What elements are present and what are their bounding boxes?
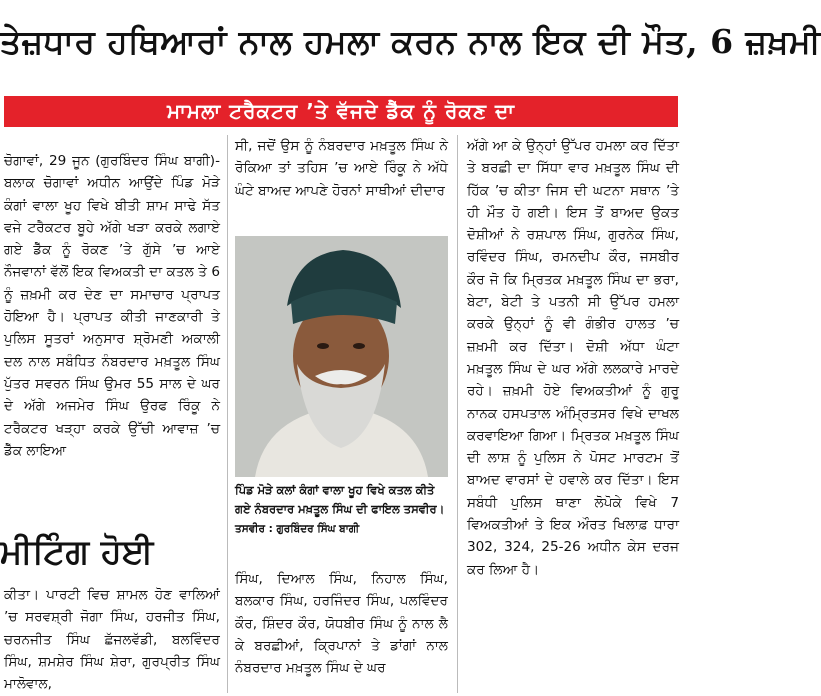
other-story-column <box>4 584 220 695</box>
article-text: ਸੀ, ਜਦੋਂ ਉਸ ਨੂੰ ਨੰਬਰਦਾਰ ਮਖ਼ਤੂਲ ਸਿੰਘ ਨੇ ਰੋਕਿਆ ਤਾਂ ਤਹਿਸ ’ਚ ਆਏ ਰਿੰਕੂ ਨੇ ਅੱਧੇ ਘੰਟੇ ਬਾਅਦ ਆਪਣੇ ਹੋਰਨਾਂ ਸਾਥੀਆਂ ਦੀਦਾਰ <box>235 138 448 199</box>
article-text: ਚੋਗਾਵਾਂ, 29 ਜੂਨ (ਗੁਰਬਿੰਦਰ ਸਿੰਘ ਬਾਗੀ)-ਬਲਾਕ ਚੋਗਾਵਾਂ ਅਧੀਨ ਆਉਂਦੇ ਪਿੰਡ ਮੋੜੇ ਕੰਗਾਂ ਵਾਲਾ ਖੂਹ ਵਿਖੇ ਬੀਤੀ ਸ਼ਾਮ ਸਾਢੇ ਸੱਤ ਵਜੇ ਟਰੈਕਟਰ ਬੂਹੇ ਅੱਗੇ ਖੜਾ ਕਰਕੇ ਲਗਾਏ ਗਏ ਡੈੱਕ ਨੂੰ ਰੋਕਣ ’ਤੇ ਗੁੱਸੇ ’ਚ ਆਏ ਨੌਜਵਾਨਾਂ ਵੱਲੋਂ ਇਕ ਵਿਅਕਤੀ ਦਾ ਕਤਲ ਤੇ 6 ਨੂੰ ਜ਼ਖ਼ਮੀ ਕਰ ਦੇਣ ਦਾ ਸਮਾਚਾਰ ਪ੍ਰਾਪਤ ਹੋਇਆ ਹੈ। ਪ੍ਰਾਪਤ ਕੀਤੀ ਜਾਣਕਾਰੀ ਤੇ ਪੁਲਿਸ ਸੂਤਰਾਂ ਅਨੁਸਾਰ ਸ਼੍ਰੋਮਣੀ ਅਕਾਲੀ ਦਲ ਨਾਲ ਸਬੰਧਿਤ ਨੰਬਰਦਾਰ ਮਖ਼ਤੂਲ ਸਿੰਘ ਪੁੱਤਰ ਸਵਰਨ ਸਿੰਘ ਉਮਰ 55 ਸਾਲ ਦੇ ਘਰ ਦੇ ਅੱਗੇ ਅਜਮੇਰ ਸਿੰਘ ਉਰਫ ਰਿੰਕੂ ਨੇ ਟਰੈਕਟਰ ਖੜ੍ਹਾ ਕਰਕੇ ਉੱਚੀ ਆਵਾਜ਼ ’ਚ ਡੈੱਕ ਲਾਇਆ <box>4 153 220 459</box>
headline: ਤੇਜ਼ਧਾਰ ਹਥਿਆਰਾਂ ਨਾਲ ਹਮਲਾ ਕਰਨ ਨਾਲ ਇਕ ਦੀ ਮੌਤ, 6 ਜ਼ਖ਼ਮੀ <box>0 22 821 61</box>
article-column-3 <box>467 135 679 581</box>
subheadline-banner: ਮਾਮਲਾ ਟਰੈਕਟਰ ’ਤੇ ਵੱਜਦੇ ਡੈੱਕ ਨੂੰ ਰੋਕਣ ਦਾ <box>4 96 678 127</box>
other-story-text: ਕੀਤਾ। ਪਾਰਟੀ ਵਿਚ ਸ਼ਾਮਲ ਹੋਣ ਵਾਲਿਆਂ ’ਚ ਸਰਵਸ਼੍ਰੀ ਜੋਗਾ ਸਿੰਘ, ਹਰਜੀਤ ਸਿੰਘ, ਚਰਨਜੀਤ ਸਿੰਘ ਛੱਜਲਵੱਡੀ, ਬਲਵਿੰਦਰ ਸਿੰਘ, ਸ਼ਮਸ਼ੇਰ ਸਿੰਘ ਸ਼ੇਰਾ, ਗੁਰਪ੍ਰੀਤ ਸਿੰਘ ਮਾਲੋਵਾਲ, <box>4 587 220 693</box>
photo-credit: ਤਸਵੀਰ : ਗੁਰਬਿੰਦਰ ਸਿੰਘ ਬਾਗੀ <box>235 523 360 535</box>
article-text: ਅੱਗੇ ਆ ਕੇ ਉਨ੍ਹਾਂ ਉੱਪਰ ਹਮਲਾ ਕਰ ਦਿੱਤਾ ਤੇ ਬਰਛੀ ਦਾ ਸਿੱਧਾ ਵਾਰ ਮਖ਼ਤੂਲ ਸਿੰਘ ਦੀ ਹਿੱਕ ’ਚ ਕੀਤਾ ਜਿਸ ਦੀ ਘਟਨਾ ਸਥਾਨ ’ਤੇ ਹੀ ਮੌਤ ਹੋ ਗਈ। ਇਸ ਤੋਂ ਬਾਅਦ ਉਕਤ ਦੋਸ਼ੀਆਂ ਨੇ ਰਸ਼ਪਾਲ ਸਿੰਘ, ਗੁਰਨੇਕ ਸਿੰਘ, ਰਵਿੰਦਰ ਸਿੰਘ, ਰਮਨਦੀਪ ਕੌਰ, ਜਸਬੀਰ ਕੌਰ ਜੋ ਕਿ ਮ੍ਰਿਤਕ ਮਖ਼ਤੂਲ ਸਿੰਘ ਦਾ ਭਰਾ, ਬੇਟਾ, ਬੇਟੀ ਤੇ ਪਤਨੀ ਸੀ ਉੱਪਰ ਹਮਲਾ ਕਰਕੇ ਉਨ੍ਹਾਂ ਨੂੰ ਵੀ ਗੰਭੀਰ ਹਾਲਤ ’ਚ ਜ਼ਖ਼ਮੀ ਕਰ ਦਿੱਤਾ। ਦੋਸ਼ੀ ਅੱਧਾ ਘੰਟਾ ਮਖ਼ਤੂਲ ਸਿੰਘ ਦੇ ਘਰ ਅੱਗੇ ਲਲਕਾਰੇ ਮਾਰਦੇ ਰਹੇ। ਜ਼ਖ਼ਮੀ ਹੋਏ ਵਿਅਕਤੀਆਂ ਨੂੰ ਗੁਰੂ ਨਾਨਕ ਹਸਪਤਾਲ ਅੰਮ੍ਰਿਤਸਰ ਵਿਖੇ ਦਾਖਲ ਕਰਵਾਇਆ ਗਿਆ। ਮ੍ਰਿਤਕ ਮਖ਼ਤੂਲ ਸਿੰਘ ਦੀ ਲਾਸ਼ ਨੂੰ ਪੁਲਿਸ ਨੇ ਪੋਸਟ ਮਾਰਟਮ ਤੋਂ ਬਾਅਦ ਵਾਰਸਾਂ ਦੇ ਹਵਾਲੇ ਕਰ ਦਿੱਤਾ। ਇਸ ਸਬੰਧੀ ਪੁਲਿਸ ਥਾਣਾ ਲੋਪੋਕੇ ਵਿਖੇ 7 ਵਿਅਕਤੀਆਂ ਤੇ ਇਕ ਔਰਤ ਖਿਲਾਫ਼ ਧਾਰਾ 302, 324, 25-26 ਅਧੀਨ ਕੇਸ ਦਰਜ ਕਰ ਲਿਆ ਹੈ। <box>467 138 679 578</box>
article-text: ਸਿੰਘ, ਦਿਆਲ ਸਿੰਘ, ਨਿਹਾਲ ਸਿੰਘ, ਬਲਕਾਰ ਸਿੰਘ, ਹਰਜਿੰਦਰ ਸਿੰਘ, ਪਲਵਿੰਦਰ ਕੌਰ, ਸ਼ਿੰਦਰ ਕੌਰ, ਯੋਧਬੀਰ ਸਿੰਘ ਨੂੰ ਨਾਲ ਲੈ ਕੇ ਬਰਛੀਆਂ, ਕ੍ਰਿਪਾਨਾਂ ਤੇ ਡਾਂਗਾਂ ਨਾਲ ਨੰਬਰਦਾਰ ਮਖ਼ਤੂਲ ਸਿੰਘ ਦੇ ਘਰ <box>235 571 448 677</box>
article-column-2-bottom <box>235 568 448 679</box>
caption-text: ਪਿੰਡ ਮੋੜੇ ਕਲਾਂ ਕੰਗਾਂ ਵਾਲਾ ਖੂਹ ਵਿਖੇ ਕਤਲ ਕੀਤੇ ਗਏ ਨੰਬਰਦਾਰ ਮਖ਼ਤੂਲ ਸਿੰਘ ਦੀ ਫਾਇਲ ਤਸਵੀਰ। <box>235 483 445 516</box>
other-story-headline: ਮੀਟਿੰਗ ਹੋਈ <box>0 532 154 572</box>
portrait-image <box>235 236 448 477</box>
article-column-2-top <box>235 135 448 202</box>
column-divider <box>457 135 458 693</box>
victim-photo <box>235 236 448 477</box>
photo-caption <box>235 481 448 539</box>
article-column-1 <box>4 150 220 462</box>
column-divider <box>227 135 228 693</box>
